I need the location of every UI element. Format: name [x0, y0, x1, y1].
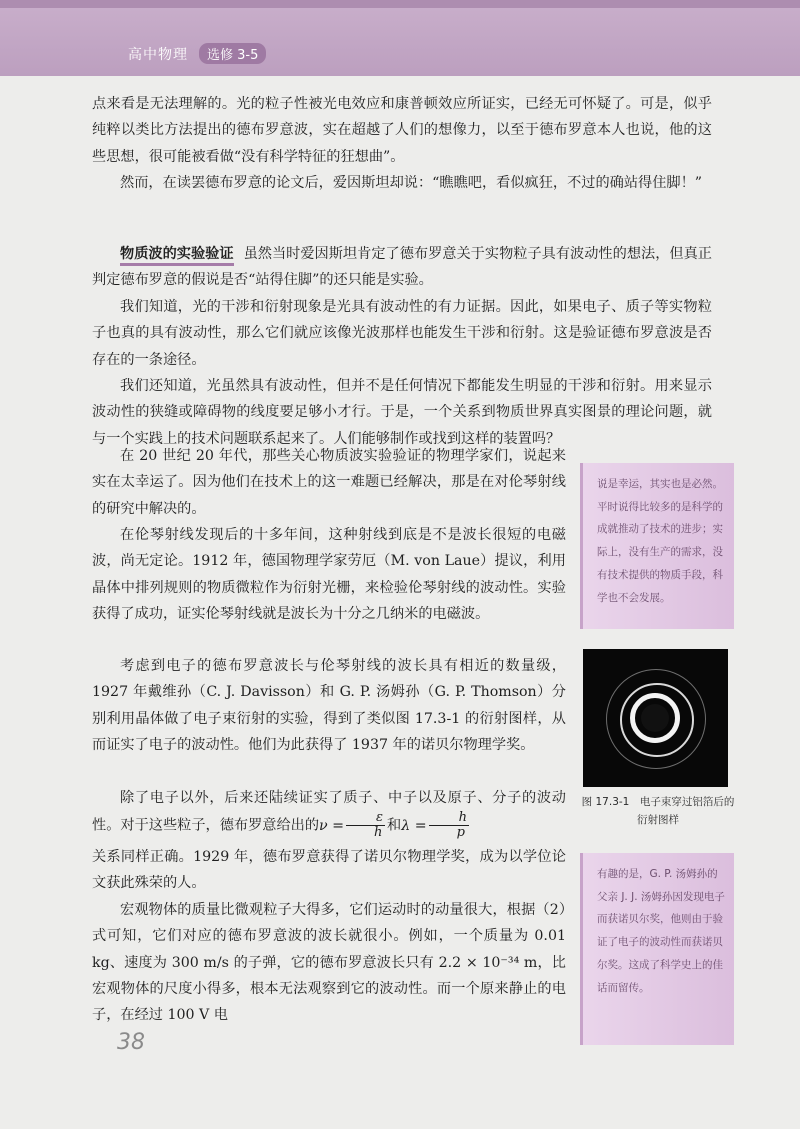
diffraction-ring-faint	[606, 669, 706, 769]
margin-note-thomson	[580, 853, 734, 1045]
formula-nu: ν = $\frac{\varepsilon}{h}$	[319, 810, 384, 841]
paragraph-1: 点来看是无法理解的。光的粒子性被光电效应和康普顿效应所证实，已经无可怀疑了。可是，似乎纯粹以类比方法提出的德布罗意波，实在超越了人们的想像力，以至于德布罗意本人也说，他的这些思想，很可能被看做“没有科学特征的狂想曲”。	[92, 96, 712, 165]
paragraph-8: 考虑到电子的德布罗意波长与伦琴射线的波长具有相近的数量级，1927 年戴维孙（C. J. Davisson）和 G. P. 汤姆孙（G. P. Thomson）分别利用晶体做了电子束衍射的实验，得到了类似图 17.3-1 的衍射图样，从而证实了电子的波动性。他们为此获得了 1937 年的诺贝尔物理学奖。	[92, 658, 566, 753]
section-heading: 物质波的实验验证	[120, 246, 234, 266]
margin-note-luck	[580, 463, 734, 629]
formula-and: 和	[387, 817, 402, 834]
book-title: 高中物理	[128, 47, 188, 63]
fraction-lambda: $\frac{h}{p}$	[429, 811, 469, 840]
page-number: 38	[117, 1030, 145, 1055]
margin-note-luck-text: 说是幸运，其实也是必然。平时说得比较多的是科学的成就推动了技术的进步；实际上，没有生产的需求，没有技术提供的物质手段，科学也不会发展。	[597, 478, 723, 604]
paragraph-7: 在伦琴射线发现后的十多年间，这种射线到底是不是波长很短的电磁波，尚无定论。1912 年，德国物理学家劳厄（M. von Laue）提议，利用晶体中排列规则的物质微粒作为衍射光栅，来检验伦琴射线的波动性。实验获得了成功，证实伦琴射线就是波长为十分之几纳米的电磁波。	[92, 527, 566, 622]
paragraph-11: 宏观物体的质量比微观粒子大得多，它们运动时的动量很大，根据（2）式可知，它们对应的德布罗意波的波长就很小。例如，一个质量为 0.01 kg、速度为 300 m/s 的子弹，它的德布罗意波长只有 2.2 × 10⁻³⁴ m，比宏观物体的尺度小得多，根本无法观察到它的波动性。而一个原来静止的电子，在经过 100 V 电	[92, 902, 566, 1024]
margin-note-thomson-text: 有趣的是，G. P. 汤姆孙的父亲 J. J. 汤姆孙因发现电子而获诺贝尔奖，他则由于验证了电子的波动性而获诺贝尔奖。这成了科学史上的佳话而留传。	[597, 868, 725, 994]
figure-caption: 图 17.3-1 电子束穿过铝箔后的衍射图样	[581, 796, 735, 826]
fraction-nu: $\frac{\varepsilon}{h}$	[346, 811, 385, 840]
paragraph-3: 虽然当时爱因斯坦肯定了德布罗意关于实物粒子具有波动性的想法，但真正判定德布罗意的假说是否“站得住脚”的还只能是实验。	[92, 246, 712, 289]
volume-badge: 选修 3-5	[199, 43, 266, 64]
paragraph-10: 关系同样正确。1929 年，德布罗意获得了诺贝尔物理学奖，成为以学位论文获此殊荣的人。	[92, 849, 566, 892]
header-band	[0, 0, 800, 76]
section-paragraph	[92, 241, 712, 294]
paragraph-9-text: 除了电子以外，后来还陆续证实了质子、中子以及原子、分子的波动性。对于这些粒子，德布罗意给出的	[92, 790, 566, 834]
header-stripe	[0, 0, 800, 8]
paragraph-2: 然而，在读罢德布罗意的论文后，爱因斯坦却说：“瞧瞧吧，看似疯狂，不过的确站得住脚！”	[120, 175, 703, 191]
diffraction-pattern-image	[583, 649, 728, 787]
paragraph-6: 在 20 世纪 20 年代，那些关心物质波实验验证的物理学家们，说起来实在太幸运了。因为他们在技术上的这一难题已经解决，那是在对伦琴射线的研究中解决的。	[92, 448, 566, 517]
paragraph-9	[92, 785, 566, 840]
paragraph-5: 我们还知道，光虽然具有波动性，但并不是任何情况下都能发生明显的干涉和衍射。用来显示波动性的狭缝或障碍物的线度要足够小才行。于是，一个关系到物质世界真实图景的理论问题，就与一个实践上的技术问题联系起来了。人们能够制作或找到这样的装置吗？	[92, 378, 712, 447]
paragraph-4: 我们知道，光的干涉和衍射现象是光具有波动性的有力证据。因此，如果电子、质子等实物粒子也真的具有波动性，那么它们就应该像光波那样也能发生干涉和衍射。这是验证德布罗意波是否存在的一条途径。	[92, 299, 712, 368]
formula-lambda: λ = $\frac{h}{p}$	[401, 810, 467, 841]
